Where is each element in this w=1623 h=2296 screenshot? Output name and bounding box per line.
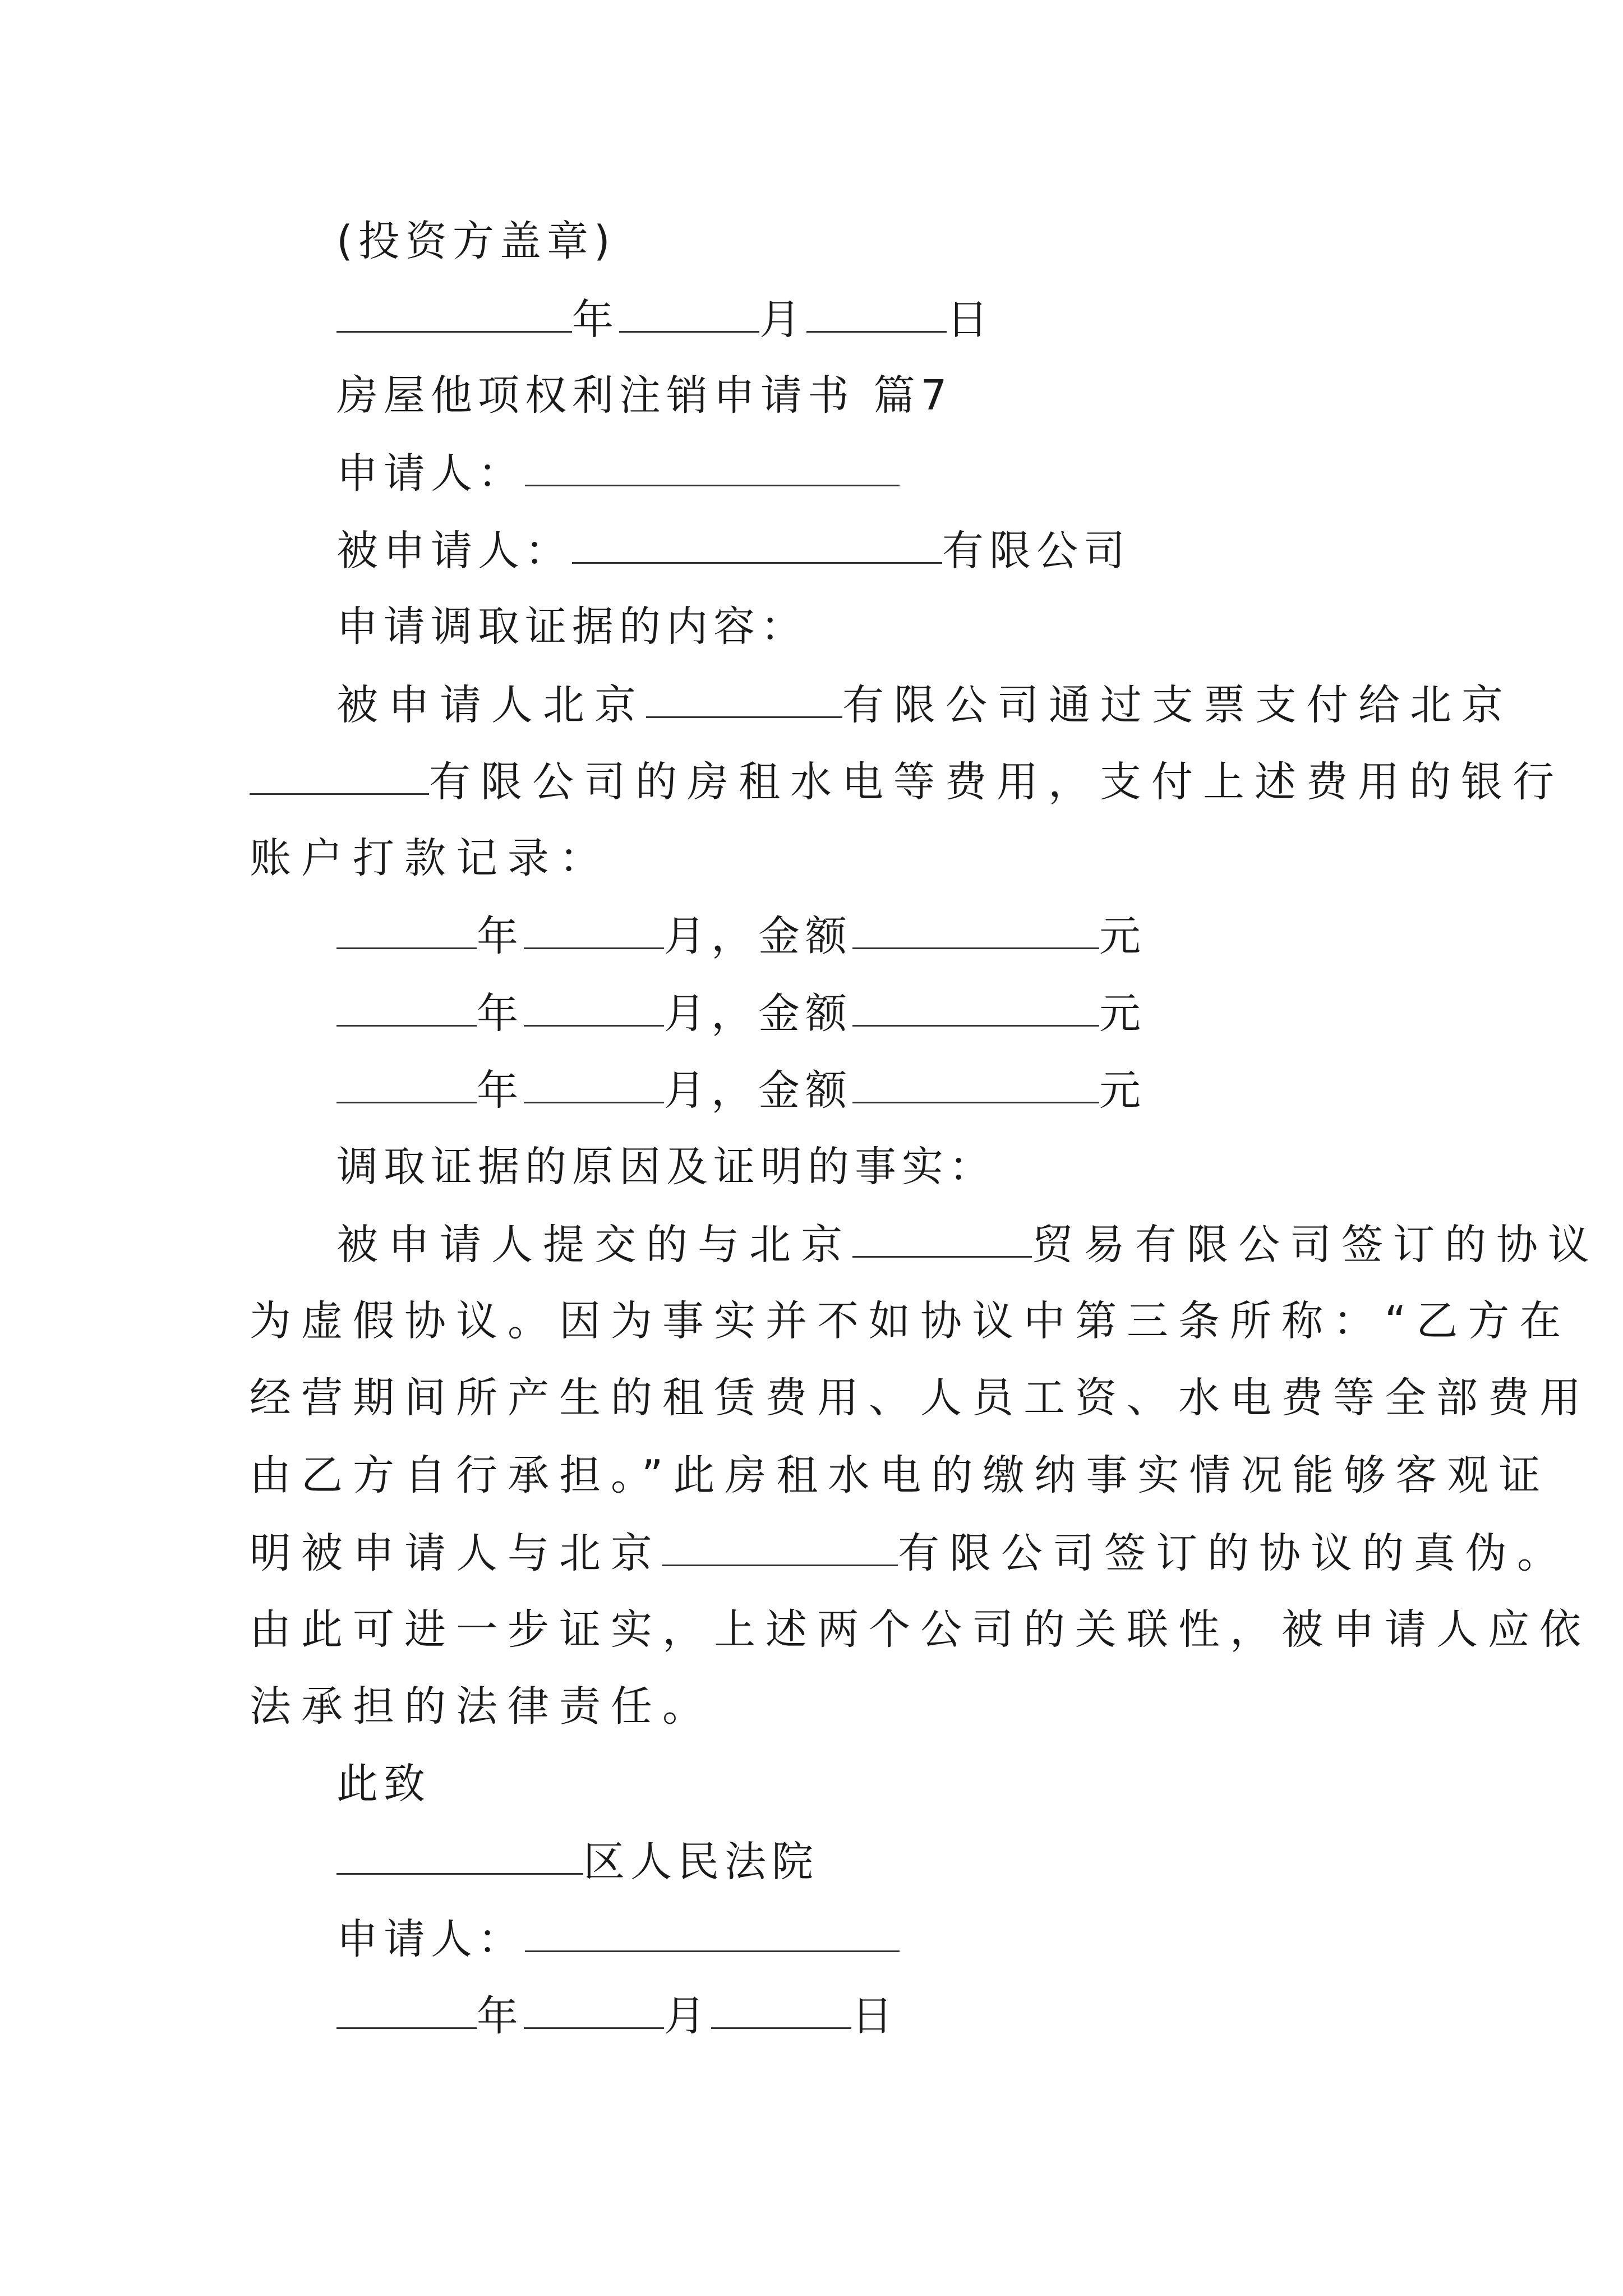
year-blank: [336, 1060, 477, 1103]
month-amount-label: 月，金额: [664, 1066, 852, 1115]
closing-line: [336, 1756, 431, 1812]
amount-blank: [852, 906, 1099, 949]
applicant-sign-label: 申请人：: [336, 1915, 525, 1963]
para2-line6: [250, 1602, 1591, 1658]
unit-label: 元: [1099, 1066, 1146, 1115]
applicant-sign-blank: [525, 1909, 900, 1952]
court-line: [336, 1833, 819, 1889]
day-label: 日: [947, 296, 994, 344]
month-blank: [524, 1060, 664, 1103]
section-title: [336, 367, 953, 424]
applicant-blank: [525, 443, 900, 486]
day-blank: [806, 289, 947, 333]
payment-row: [336, 1061, 1146, 1117]
section-title-text: 房屋他项权利注销申请书 篇7: [336, 371, 953, 420]
month-amount-label: 月，金额: [664, 990, 852, 1038]
company-blank: [662, 1523, 898, 1566]
para1-text: 账户打款记录：: [250, 834, 611, 882]
para1-line3: [250, 830, 611, 886]
payment-row: [336, 984, 1146, 1041]
applicant-sign-line: [336, 1910, 900, 1966]
month-blank: [524, 1986, 664, 2029]
year-label: 年: [572, 296, 619, 344]
year-label: 年: [477, 1992, 524, 2040]
para2-line1: [336, 1216, 1599, 1272]
day-blank: [711, 1986, 851, 2029]
para1-line2: [250, 753, 1564, 809]
para2-text-a: 被申请人提交的与北京: [336, 1221, 852, 1269]
company-blank: [646, 675, 842, 718]
company-blank: [250, 752, 429, 795]
para2-line2: [250, 1293, 1571, 1349]
reason-heading-text: 调取证据的原因及证明的事实：: [336, 1143, 996, 1191]
para2-text: 由乙方自行承担。”此房租水电的缴纳事实情况能够客观证: [250, 1451, 1551, 1499]
month-blank: [524, 983, 664, 1027]
year-blank: [336, 983, 477, 1027]
para2-text-b: 有限公司签订的协议的真伪。: [898, 1529, 1569, 1577]
para2-line3: [250, 1370, 1591, 1426]
para2-text-b: 贸易有限公司签订的协议: [1032, 1221, 1599, 1269]
applicant-label: 申请人：: [336, 449, 525, 498]
respondent-line: [336, 522, 1131, 578]
year-blank: [336, 289, 572, 333]
para2-text: 法承担的法律责任。: [250, 1682, 714, 1731]
respondent-label: 被申请人：: [336, 527, 572, 575]
para2-line5: [250, 1524, 1569, 1580]
year-label: 年: [477, 912, 524, 960]
para2-text: 为虚假协议。因为事实并不如协议中第三条所称：“乙方在: [250, 1297, 1571, 1345]
date-line-top: [336, 291, 994, 347]
year-blank: [336, 906, 477, 949]
court-suffix: 区人民法院: [583, 1838, 819, 1886]
year-label: 年: [477, 1066, 524, 1115]
respondent-suffix: 有限公司: [942, 527, 1131, 575]
para2-line7: [250, 1678, 714, 1734]
day-label: 日: [851, 1992, 898, 2040]
court-blank: [336, 1832, 583, 1875]
para1-text: 有限公司的房租水电等费用，支付上述费用的银行: [429, 758, 1564, 806]
para1-line1: [336, 676, 1513, 732]
amount-blank: [852, 1060, 1099, 1103]
year-label: 年: [477, 990, 524, 1038]
respondent-blank: [572, 521, 942, 564]
para2-text: 由此可进一步证实，上述两个公司的关联性，被申请人应依: [250, 1605, 1591, 1654]
date-line-bottom: [336, 1987, 898, 2043]
para2-text-a: 明被申请人与北京: [250, 1529, 662, 1577]
amount-blank: [852, 983, 1099, 1027]
payment-row: [336, 907, 1146, 963]
evidence-heading-text: 申请调取证据的内容：: [336, 602, 808, 651]
para1-text-a: 被申请人北京: [336, 681, 646, 729]
month-label: 月: [759, 296, 806, 344]
company-blank: [852, 1214, 1032, 1258]
evidence-heading: [336, 599, 808, 655]
seal-text: (投资方盖章): [336, 217, 616, 265]
para2-line4: [250, 1447, 1550, 1503]
month-blank: [619, 289, 759, 333]
para1-text-b: 有限公司通过支票支付给北京: [842, 681, 1513, 729]
month-amount-label: 月，金额: [664, 912, 852, 960]
reason-heading: [336, 1139, 996, 1195]
year-blank: [336, 1986, 477, 2029]
month-blank: [524, 906, 664, 949]
seal-line: [336, 213, 616, 269]
para2-text: 经营期间所产生的租赁费用、人员工资、水电费等全部费用: [250, 1374, 1591, 1422]
closing-text: 此致: [336, 1760, 431, 1808]
unit-label: 元: [1099, 990, 1146, 1038]
month-label: 月: [664, 1992, 711, 2040]
unit-label: 元: [1099, 912, 1146, 960]
applicant-line: [336, 444, 900, 500]
